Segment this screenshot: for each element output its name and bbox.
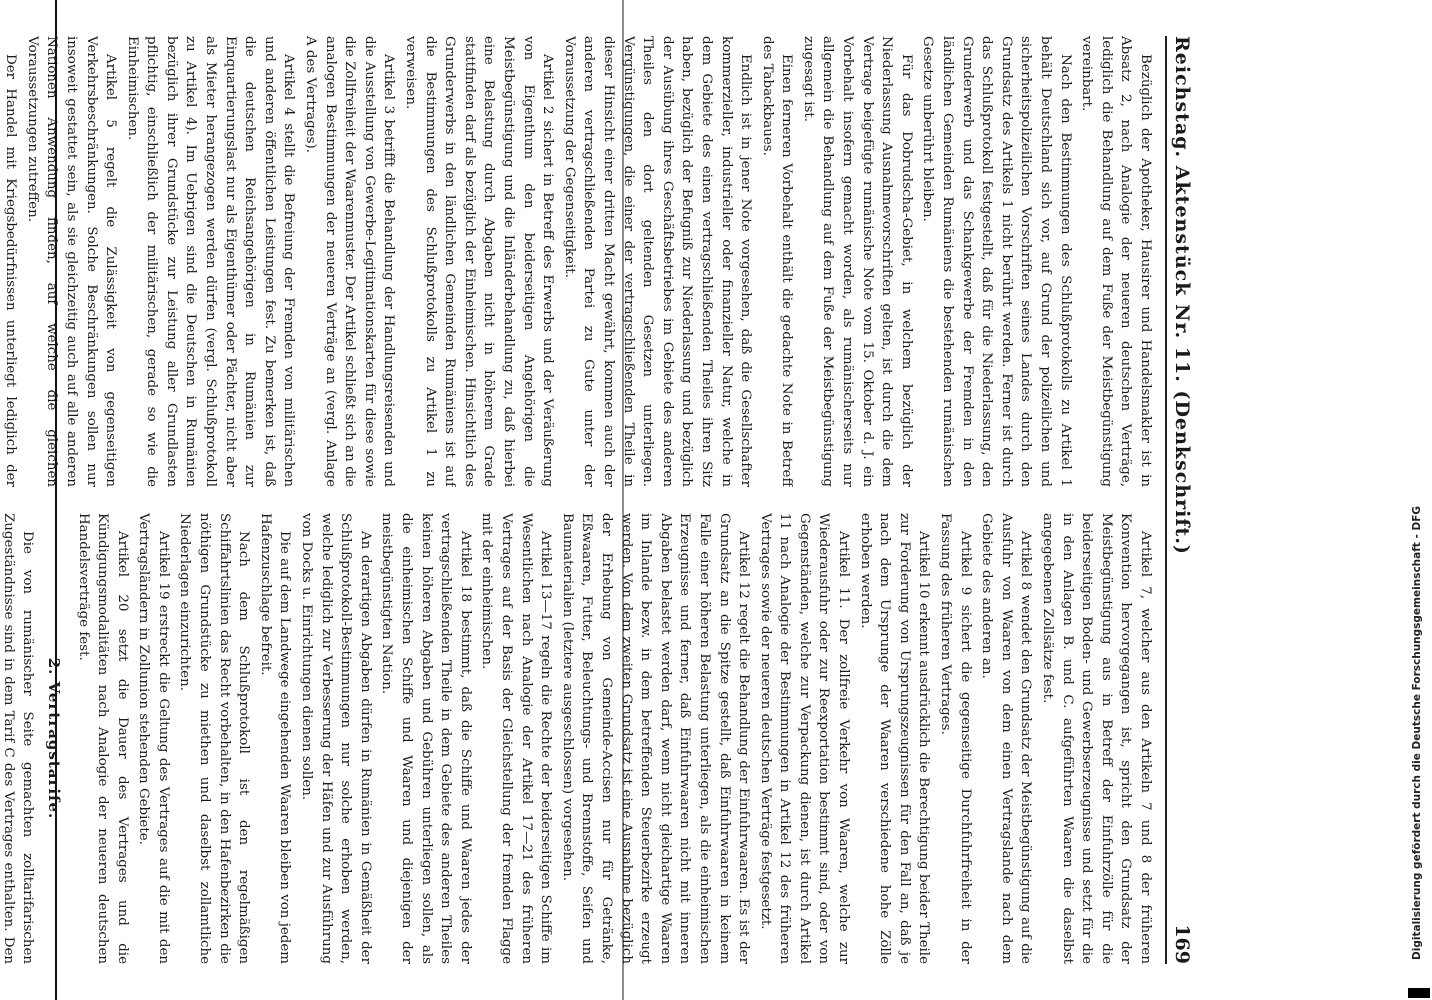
paragraph: Artikel 10 erkennt ausdrücklich die Berechtigung beider Theile zur Forderung von Ursprungszeugnissen für den Fall an, daß je nach dem Ursprunge der Waaren verschiedene hohe Zölle erhoben werden. bbox=[857, 513, 932, 964]
paragraph: Bezüglich der Apotheker, Hausirer und Handelsmakler ist in Absatz 2, nach Analogie der neueren deutschen Verträge, lediglich die Behandlung auf dem Fuße der Meistbegünstigung vereinbart. bbox=[1079, 36, 1153, 487]
page-number: 169 bbox=[1171, 924, 1193, 964]
paragraph: Artikel 8 wendet den Grundsatz der Meistbegünstigung auf die Ausfuhr von Waaren von dem einen Vertragslande nach dem Gebiete des anderen an. bbox=[979, 513, 1034, 964]
section-heading: 2. Vertragstarife. bbox=[44, 657, 63, 820]
paragraph: Artikel 12 regelt die Behandlung der Einfuhrwaaren. Es ist der Grundsatz an die Spitze gestellt, daß Einfuhrwaaren in keinem Falle einer höheren Belastung unterliegen, als die einheimischen Erzeugnisse und ferner, daß Einfuhrwaaren nicht mit inneren Abgaben belastet werden darf, wenn nicht gleichartige Waaren im Inlande bezw. in dem betreffenden Steuerbezirke erzeugt werden. Von dem zweiten Grundsatz ist eine Ausnahme bezüglich der Erhebung von Gemeinde-Accisen nur für Getränke, Eßwaaren, Futter, Beleuchtungs- und Brennstoffe, Seifen und Baumaterialien (letztere ausgeschlossen) vorgesehen. bbox=[559, 513, 752, 964]
paragraph: Nach dem Schlußprotokoll ist den regelmäßigen Schiffahrtslinien das Recht vorbehalten, in den Hafenbezirken die nöthigen Grundstücke zu miethen und daselbst zollamtliche Niederlagen einzurichten. bbox=[177, 513, 252, 964]
section-paragraph: Die von rumänischer Seite gemachten zolltarifarischen Zugeständnisse sind in dem Tarif C des Vertrages enthalten. Den bbox=[0, 513, 36, 964]
scan-corner-mark bbox=[1408, 988, 1430, 998]
paragraph: Artikel 18 bestimmt, daß die Schiffe und Waaren jedes der vertragschließenden Theile in dem Gebiete des anderen Theiles keinen höheren Abgaben und Gebühren unterliegen sollen, als die einheimischen Schiffe und Waaren und diejenigen der meistbegünstigten Nation. bbox=[379, 513, 473, 964]
dfg-watermark-text: Digitalisierung gefördert durch die Deutsche Forschungsgemeinschaft - DFG bbox=[1411, 506, 1423, 960]
paragraph: Artikel 9 sichert die gegenseitige Durchfuhrfreiheit in der Fassung des früheren Vertrages. bbox=[938, 513, 973, 964]
paragraph: Artikel 7, welcher aus den Artikeln 7 und 8 der früheren Konvention hervorgegangen ist, spricht den Grundsatz der Meistbegünstigung aus in Betreff der Einfuhrzölle für die beiderseitigen Boden- und Gewerbserzeugnisse und setzt für die in den Anlagen B. und C. aufgeführten Waaren die daselbst angegebenen Zollsätze fest. bbox=[1040, 513, 1153, 964]
paragraph: Endlich ist in jener Note vorgesehen, daß die Gesellschafter kommerzieller, industrieller oder finanzieller Natur, welche in dem Gebiete des einen vertragschließenden Theiles ihren Sitz haben, bezüglich der Befugniß zur Niederlassung und bezüglich der Ausübung ihres Geschäftsbetriebes im Gebiete des anderen Theiles den dort geltenden Gesetzen unterliegen. Vergünstigungen, die einer der vertragschließenden Theile in dieser Hinsicht einer dritten Macht gewährt, kommen auch der anderen vertragschließenden Partei zu Gute unter der Voraussetzung der Gegenseitigkeit. bbox=[561, 36, 754, 487]
paragraph: Einen ferneren Vorbehalt enthält die gedachte Note in Betreff des Tabackbaues. bbox=[759, 36, 795, 487]
paragraph: Der Handel mit Kriegsbedürfnissen unterliegt lediglich der bbox=[3, 54, 19, 487]
dfg-watermark bbox=[1406, 0, 1428, 1000]
paragraph: Die auf dem Landwege eingehenden Waaren bleiben von jedem Hafenzuschlage befreit. bbox=[257, 513, 293, 964]
paragraph: Artikel 19 erstreckt die Geltung des Vertrages auf die mit den Vertragsländern in Zollunion stehenden Gebiete. bbox=[136, 513, 171, 964]
left-column bbox=[0, 36, 1155, 487]
right-column bbox=[0, 513, 1155, 964]
running-head: Reichstag. Aktenstück Nr. 11. (Denkschrift.) bbox=[1171, 36, 1193, 555]
paragraph: Artikel 4 stellt die Befreiung der Fremden von militärischen und anderen öffentlichen Leistungen fest. Zu bemerken ist, daß die deutschen Reichsangehörigen in Rumänien zur Einquartierungslast nur als Eigenthümer oder Pächter, nicht aber als Mieter herangezogen werden dürfen (vergl. Schlußprotokoll zu Artikel 4). Im Uebrigen sind die Deutschen in Rumänien bezüglich ihrer Grundstücke zur Leistung aller Grundlasten pflichtig, einschließlich der militärischen, gerade so wie die Einheimischen. bbox=[124, 36, 297, 487]
rotated-document-page bbox=[0, 10, 1211, 990]
paragraph: Artikel 11. Der zollfreie Verkehr von Waaren, welche zur Wiederausfuhr oder zur Reexportation bestimmt sind, oder von Gegenständen, welche zur Verpackung dienen, ist durch Artikel 11 nach Analogie der Bestimmungen in Artikel 12 des früheren Vertrages sowie der neueren deutschen Verträge festgesetzt. bbox=[757, 513, 852, 964]
paragraph: Artikel 13—17 regeln die Rechte der beiderseitigen Schiffe im Wesentlichen nach Analogie der Artikel 17—21 des früheren Vertrages auf der Basis der Gleichstellung der fremden Flagge mit der einheimischen. bbox=[479, 513, 554, 964]
paragraph: An derartigen Abgaben dürfen in Rumänien in Gemäßheit der Schlußprotokoll-Bestimmungen nur solche erhoben werden, welche lediglich zur Verbesserung der Häfen und zur Ausführung von Docks u. Einrichtungen dienen sollen. bbox=[299, 513, 373, 964]
text-columns bbox=[0, 36, 1155, 964]
paragraph: Nach den Bestimmungen des Schlußprotokolls zu Artikel 1 behält Deutschland sich vor, auf Grund der polizeilichen und sicherheitspolizeilichen Vorschriften seines Landes durch den Grundsatz des Artikels 1 nicht berührt werden. Ferner ist durch das Schlußprotokoll festgestellt, daß für die Niederlassung, den Grunderwerb und das Schankgewerbe der Fremden in den ländlichen Gemeinden Rumäniens die bestehenden rumänischen Gesetze unberührt bleiben. bbox=[920, 36, 1073, 487]
paragraph: Artikel 20 setzt die Dauer des Vertrages und die Kündigungsmodalitäten nach Analogie der neueren deutschen Handelsverträge fest. bbox=[75, 513, 130, 964]
paragraph: Artikel 5 regelt die Zulässigkeit von gegenseitigen Verkehrsbeschränkungen. Solche Beschränkungen sollen nur insoweit gestattet sein, als sie gleichzeitig auch auf alle anderen Nationen Anwendung finden, auf welche die gleichen Voraussetzungen zutreffen. bbox=[24, 36, 119, 487]
paragraph: Artikel 3 betrifft die Behandlung der Handlungsreisenden und die Ausstellung von Gewerbe-Legitimationskarten für diese sowie die Zollfreiheit der Waarenmuster. Der Artikel schließt sich an die analogen Bestimmungen der neueren Verträge an (vergl. Anlage A des Vertrages). bbox=[303, 36, 397, 487]
paragraph: Artikel 2 sichert in Betreff des Erwerbs und der Veräußerung von Eigenthum den beiderseitigen Angehörigen die Meistbegünstigung und die Inländerbehandlung zu, daß hierbei eine Belastung durch Abgaben nicht in höherem Grade stattfinden darf als bezüglich der Einheimischen. Hinsichtlich des Grunderwerbs in den ländlichen Gemeinden Rumäniens ist auf die Bestimmungen des Schlußprotokolls zu Artikel 1 zu verweisen. bbox=[403, 36, 556, 487]
page-header bbox=[1165, 36, 1193, 964]
paragraph: Für das Dobrudscha-Gebiet, in welchem bezüglich der Niederlassung Ausnahmevorschriften gelten, ist durch die dem Vertrage beigefügte rumänische Note vom 15. Oktober d. J. ein Vorbehalt insofern gemacht worden, als rumänischerseits nur allgemein die Behandlung auf dem Fuße der Meistbegünstigung zugesagt ist. bbox=[800, 36, 914, 487]
